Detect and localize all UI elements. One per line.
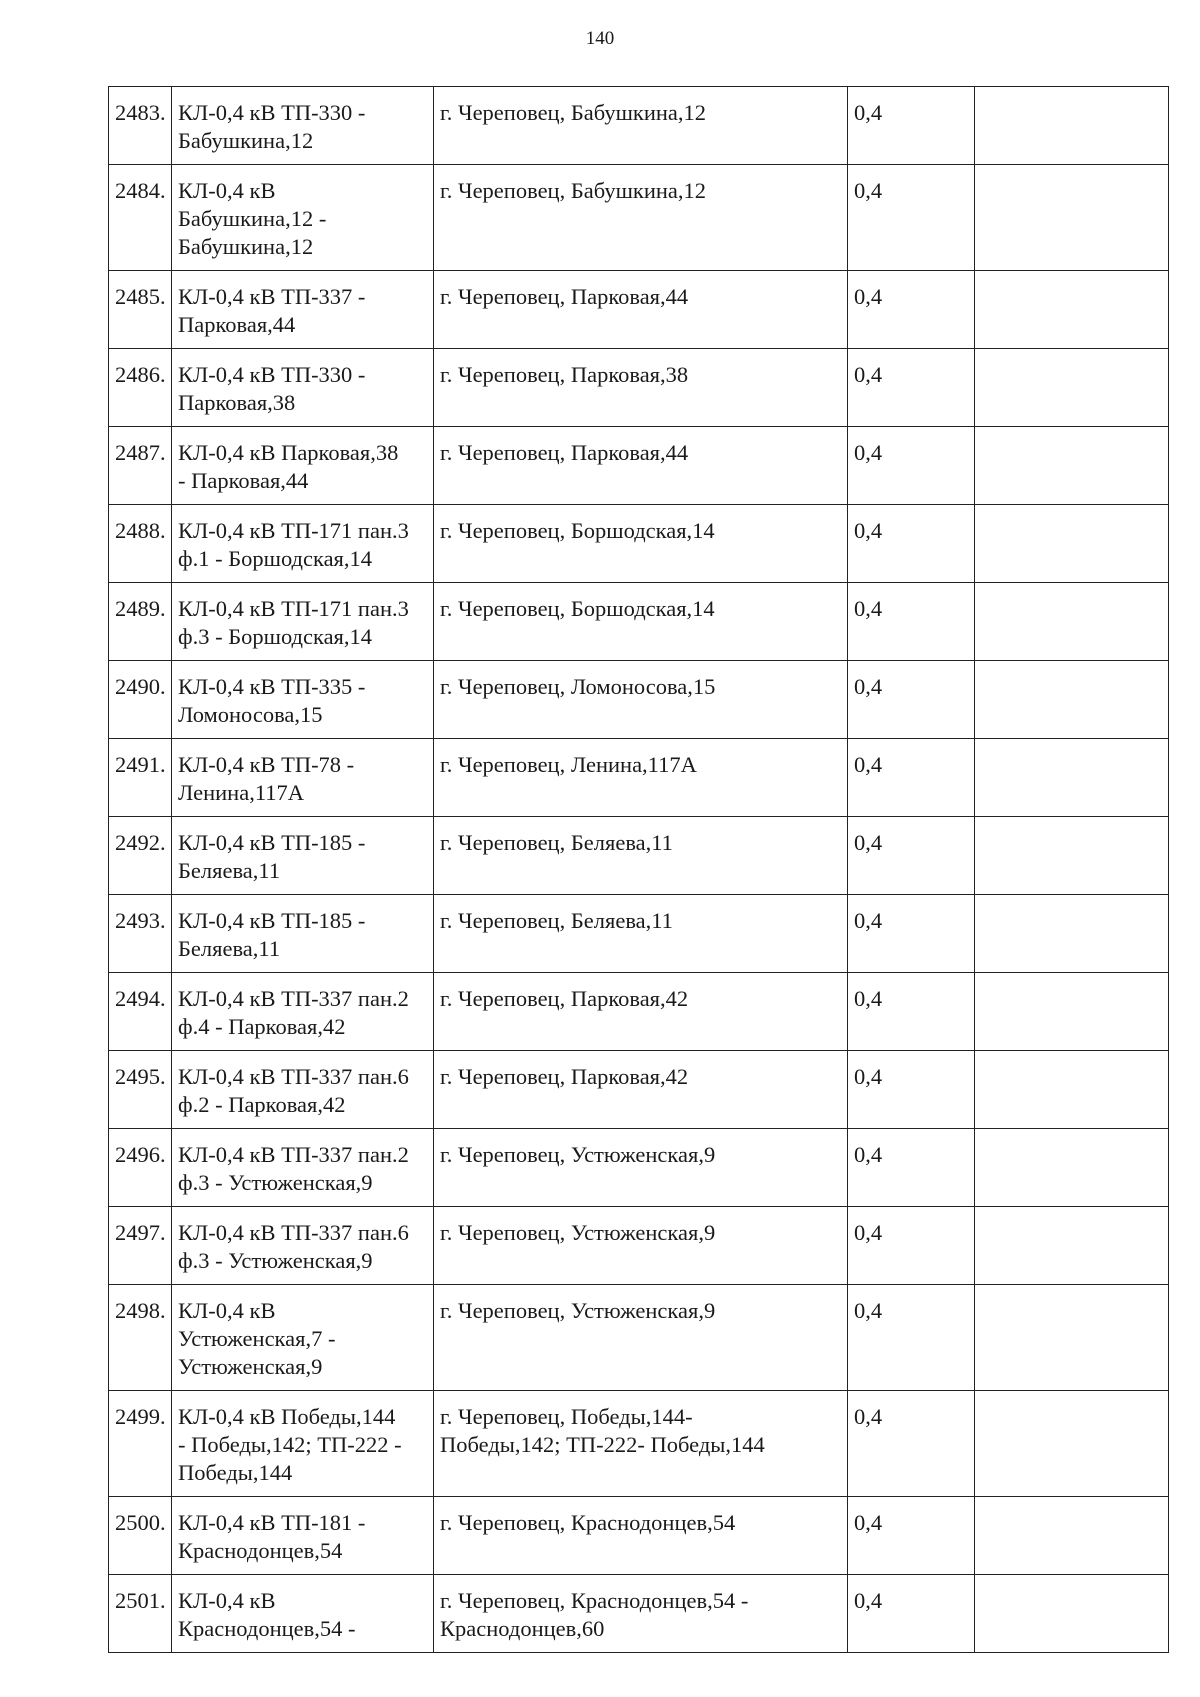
table-row xyxy=(109,87,1169,165)
table-row xyxy=(109,505,1169,583)
line-name: КЛ-0,4 кВ Победы,144 - Победы,142; ТП-222 - Победы,144 xyxy=(172,1391,434,1497)
table-row xyxy=(109,1207,1169,1285)
table-row xyxy=(109,895,1169,973)
line-name: КЛ-0,4 кВ ТП-330 - Бабушкина,12 xyxy=(172,87,434,165)
row-number: 2500. xyxy=(109,1497,172,1575)
line-address: г. Череповец, Победы,144- Победы,142; ТП-222- Победы,144 xyxy=(434,1391,848,1497)
extra-cell xyxy=(975,1285,1169,1391)
table-row xyxy=(109,1575,1169,1653)
line-address: г. Череповец, Ленина,117А xyxy=(434,739,848,817)
line-name: КЛ-0,4 кВ Парковая,38 - Парковая,44 xyxy=(172,427,434,505)
line-voltage: 0,4 xyxy=(848,87,975,165)
line-name: КЛ-0,4 кВ Бабушкина,12 - Бабушкина,12 xyxy=(172,165,434,271)
extra-cell xyxy=(975,349,1169,427)
table-row xyxy=(109,1129,1169,1207)
line-address: г. Череповец, Бабушкина,12 xyxy=(434,165,848,271)
line-address: г. Череповец, Беляева,11 xyxy=(434,817,848,895)
table-row xyxy=(109,661,1169,739)
page-number: 140 xyxy=(585,28,615,49)
table-row xyxy=(109,1391,1169,1497)
extra-cell xyxy=(975,973,1169,1051)
extra-cell xyxy=(975,1391,1169,1497)
line-address: г. Череповец, Парковая,42 xyxy=(434,1051,848,1129)
line-name: КЛ-0,4 кВ Краснодонцев,54 - xyxy=(172,1575,434,1653)
row-number: 2483. xyxy=(109,87,172,165)
extra-cell xyxy=(975,505,1169,583)
line-address: г. Череповец, Парковая,42 xyxy=(434,973,848,1051)
line-name: КЛ-0,4 кВ ТП-330 - Парковая,38 xyxy=(172,349,434,427)
line-voltage: 0,4 xyxy=(848,1285,975,1391)
row-number: 2485. xyxy=(109,271,172,349)
extra-cell xyxy=(975,583,1169,661)
line-voltage: 0,4 xyxy=(848,165,975,271)
extra-cell xyxy=(975,271,1169,349)
line-voltage: 0,4 xyxy=(848,661,975,739)
extra-cell xyxy=(975,1051,1169,1129)
row-number: 2493. xyxy=(109,895,172,973)
line-name: КЛ-0,4 кВ ТП-171 пан.3 ф.3 - Боршодская,14 xyxy=(172,583,434,661)
extra-cell xyxy=(975,895,1169,973)
line-name: КЛ-0,4 кВ ТП-337 - Парковая,44 xyxy=(172,271,434,349)
line-name: КЛ-0,4 кВ Устюженская,7 - Устюженская,9 xyxy=(172,1285,434,1391)
line-voltage: 0,4 xyxy=(848,895,975,973)
line-address: г. Череповец, Парковая,44 xyxy=(434,427,848,505)
table-row xyxy=(109,739,1169,817)
extra-cell xyxy=(975,661,1169,739)
line-address: г. Череповец, Беляева,11 xyxy=(434,895,848,973)
line-address: г. Череповец, Бабушкина,12 xyxy=(434,87,848,165)
extra-cell xyxy=(975,165,1169,271)
line-address: г. Череповец, Боршодская,14 xyxy=(434,583,848,661)
line-address: г. Череповец, Парковая,44 xyxy=(434,271,848,349)
line-address: г. Череповец, Краснодонцев,54 xyxy=(434,1497,848,1575)
line-address: г. Череповец, Боршодская,14 xyxy=(434,505,848,583)
line-voltage: 0,4 xyxy=(848,349,975,427)
line-address: г. Череповец, Краснодонцев,54 - Краснодонцев,60 xyxy=(434,1575,848,1653)
row-number: 2495. xyxy=(109,1051,172,1129)
line-name: КЛ-0,4 кВ ТП-185 - Беляева,11 xyxy=(172,895,434,973)
row-number: 2488. xyxy=(109,505,172,583)
table-row xyxy=(109,271,1169,349)
extra-cell xyxy=(975,739,1169,817)
row-number: 2490. xyxy=(109,661,172,739)
extra-cell xyxy=(975,817,1169,895)
extra-cell xyxy=(975,1497,1169,1575)
line-name: КЛ-0,4 кВ ТП-337 пан.6 ф.2 - Парковая,42 xyxy=(172,1051,434,1129)
line-voltage: 0,4 xyxy=(848,427,975,505)
line-voltage: 0,4 xyxy=(848,1051,975,1129)
line-name: КЛ-0,4 кВ ТП-337 пан.6 ф.3 - Устюженская,9 xyxy=(172,1207,434,1285)
row-number: 2489. xyxy=(109,583,172,661)
row-number: 2494. xyxy=(109,973,172,1051)
line-name: КЛ-0,4 кВ ТП-335 - Ломоносова,15 xyxy=(172,661,434,739)
line-name: КЛ-0,4 кВ ТП-171 пан.3 ф.1 - Боршодская,14 xyxy=(172,505,434,583)
row-number: 2496. xyxy=(109,1129,172,1207)
table-row xyxy=(109,583,1169,661)
table-row xyxy=(109,1285,1169,1391)
extra-cell xyxy=(975,1207,1169,1285)
line-name: КЛ-0,4 кВ ТП-181 - Краснодонцев,54 xyxy=(172,1497,434,1575)
line-voltage: 0,4 xyxy=(848,1129,975,1207)
line-voltage: 0,4 xyxy=(848,583,975,661)
row-number: 2492. xyxy=(109,817,172,895)
line-voltage: 0,4 xyxy=(848,739,975,817)
line-voltage: 0,4 xyxy=(848,1575,975,1653)
table-row xyxy=(109,817,1169,895)
table-row xyxy=(109,1051,1169,1129)
row-number: 2501. xyxy=(109,1575,172,1653)
row-number: 2484. xyxy=(109,165,172,271)
row-number: 2491. xyxy=(109,739,172,817)
line-address: г. Череповец, Парковая,38 xyxy=(434,349,848,427)
line-voltage: 0,4 xyxy=(848,1207,975,1285)
line-name: КЛ-0,4 кВ ТП-78 - Ленина,117А xyxy=(172,739,434,817)
table-row xyxy=(109,973,1169,1051)
row-number: 2486. xyxy=(109,349,172,427)
table-row xyxy=(109,165,1169,271)
line-name: КЛ-0,4 кВ ТП-185 - Беляева,11 xyxy=(172,817,434,895)
line-voltage: 0,4 xyxy=(848,271,975,349)
line-voltage: 0,4 xyxy=(848,505,975,583)
line-voltage: 0,4 xyxy=(848,1497,975,1575)
table-row xyxy=(109,1497,1169,1575)
registry-table xyxy=(108,86,1169,1653)
row-number: 2499. xyxy=(109,1391,172,1497)
extra-cell xyxy=(975,1129,1169,1207)
table-row xyxy=(109,349,1169,427)
line-name: КЛ-0,4 кВ ТП-337 пан.2 ф.4 - Парковая,42 xyxy=(172,973,434,1051)
extra-cell xyxy=(975,1575,1169,1653)
line-voltage: 0,4 xyxy=(848,973,975,1051)
row-number: 2498. xyxy=(109,1285,172,1391)
line-voltage: 0,4 xyxy=(848,817,975,895)
registry-table-body xyxy=(109,87,1169,1653)
line-voltage: 0,4 xyxy=(848,1391,975,1497)
line-address: г. Череповец, Устюженская,9 xyxy=(434,1207,848,1285)
row-number: 2487. xyxy=(109,427,172,505)
line-name: КЛ-0,4 кВ ТП-337 пан.2 ф.3 - Устюженская,9 xyxy=(172,1129,434,1207)
line-address: г. Череповец, Устюженская,9 xyxy=(434,1285,848,1391)
line-address: г. Череповец, Ломоносова,15 xyxy=(434,661,848,739)
row-number: 2497. xyxy=(109,1207,172,1285)
extra-cell xyxy=(975,87,1169,165)
line-address: г. Череповец, Устюженская,9 xyxy=(434,1129,848,1207)
extra-cell xyxy=(975,427,1169,505)
table-row xyxy=(109,427,1169,505)
